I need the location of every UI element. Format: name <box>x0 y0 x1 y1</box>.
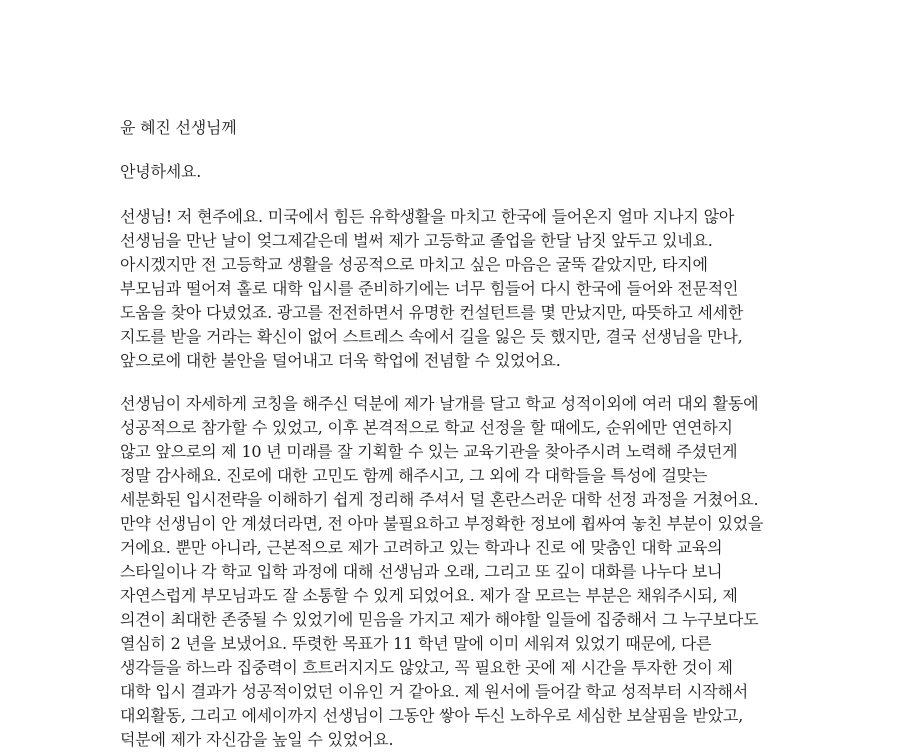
paragraph-2-line: 의견이 최대한 존중될 수 있었기에 믿음을 가지고 제가 해야할 일들에 집중해서 그 누구보다도 <box>120 610 759 629</box>
letter-document <box>120 116 915 752</box>
paragraph-2-line: 열심히 2 년을 보냈어요. 뚜렷한 목표가 11 학년 말에 이미 세워져 있었기 때문에, 다른 <box>120 634 712 653</box>
paragraph-1-line: 아시겠지만 전 고등학교 생활을 성공적으로 마치고 싶은 마음은 굴뚝 같았지만, 타지에 <box>120 255 708 274</box>
paragraph-2-line: 대외활동, 그리고 에세이까지 선생님이 그동안 쌓아 두신 노하우로 세심한 보살핌을 받았고, <box>120 706 744 725</box>
paragraph-2-line: 만약 선생님이 안 계셨더라면, 전 아마 불필요하고 부정확한 정보에 휩싸여 놓친 부분이 있었을 <box>120 514 764 533</box>
paragraph-1-line: 도움을 찾아 다녔었죠. 광고를 전전하면서 유명한 컨설턴트를 몇 만났지만, 따뜻하고 세세한 <box>120 303 744 322</box>
paragraph-2-line: 거에요. 뿐만 아니라, 근본적으로 제가 고려하고 있는 학과나 진로 에 맞춤인 대학 교육의 <box>120 538 723 557</box>
paragraph-2-line: 성공적으로 참가할 수 있었고, 이후 본격적으로 학교 선정을 할 때에도, 순위에만 연연하지 <box>120 418 733 437</box>
paragraph-2-line: 스타일이나 각 학교 입학 과정에 대해 선생님과 오래, 그리고 또 깊이 대화를 나누다 보니 <box>120 562 723 581</box>
paragraph-1 <box>120 205 915 373</box>
paragraph-2-line: 정말 감사해요. 진로에 대한 고민도 함께 해주시고, 그 외에 각 대학들을 특성에 걸맞는 <box>120 466 708 485</box>
paragraph-2 <box>120 392 915 752</box>
paragraph-2-line: 선생님이 자세하게 코칭을 해주신 덕분에 제가 날개를 달고 학교 성적이외에 여러 대외 활동에 <box>120 394 759 413</box>
paragraph-2-line: 대학 입시 결과가 성공적이었던 이유인 거 같아요. 제 원서에 들어갈 학교 성적부터 시작해서 <box>120 682 748 701</box>
paragraph-1-line: 지도를 받을 거라는 확신이 없어 스트레스 속에서 길을 잃은 듯 했지만, 결국 선생님을 만나, <box>120 327 743 346</box>
paragraph-1-line: 선생님을 만난 날이 엊그제같은데 벌써 제가 고등학교 졸업을 한달 남짓 앞두고 있네요. <box>120 231 713 250</box>
paragraph-1-line: 앞으로에 대한 불안을 덜어내고 더욱 학업에 전념할 수 있었어요. <box>120 351 561 370</box>
paragraph-2-line: 생각들을 하느라 집중력이 흐트러지지도 않았고, 꼭 필요한 곳에 제 시간을 투자한 것이 제 <box>120 658 733 677</box>
paragraph-2-line: 덕분에 제가 자신감을 높일 수 있었어요. <box>120 730 394 749</box>
paragraph-1-line: 선생님! 저 현주에요. 미국에서 힘든 유학생활을 마치고 한국에 들어온지 얼마 지나지 않아 <box>120 207 735 226</box>
letter-salutation: 윤 혜진 선생님께 <box>120 118 237 137</box>
paragraph-2-line: 않고 앞으로의 제 10 년 미래를 잘 기획할 수 있는 교육기관을 찾아주시려 노력해 주셨던게 <box>120 442 738 461</box>
paragraph-1-line: 부모님과 떨어져 홀로 대학 입시를 준비하기에는 너무 힘들어 다시 한국에 들어와 전문적인 <box>120 279 739 298</box>
paragraph-2-line: 세분화된 입시전략을 이해하기 쉽게 정리해 주셔서 덜 혼란스러운 대학 선정 과정을 거쳤어요. <box>120 490 759 509</box>
paragraph-2-line: 자연스럽게 부모님과도 잘 소통할 수 있게 되었어요. 제가 잘 모르는 부분은 채워주시되, 제 <box>120 586 738 605</box>
letter-greeting: 안녕하세요. <box>120 162 202 181</box>
